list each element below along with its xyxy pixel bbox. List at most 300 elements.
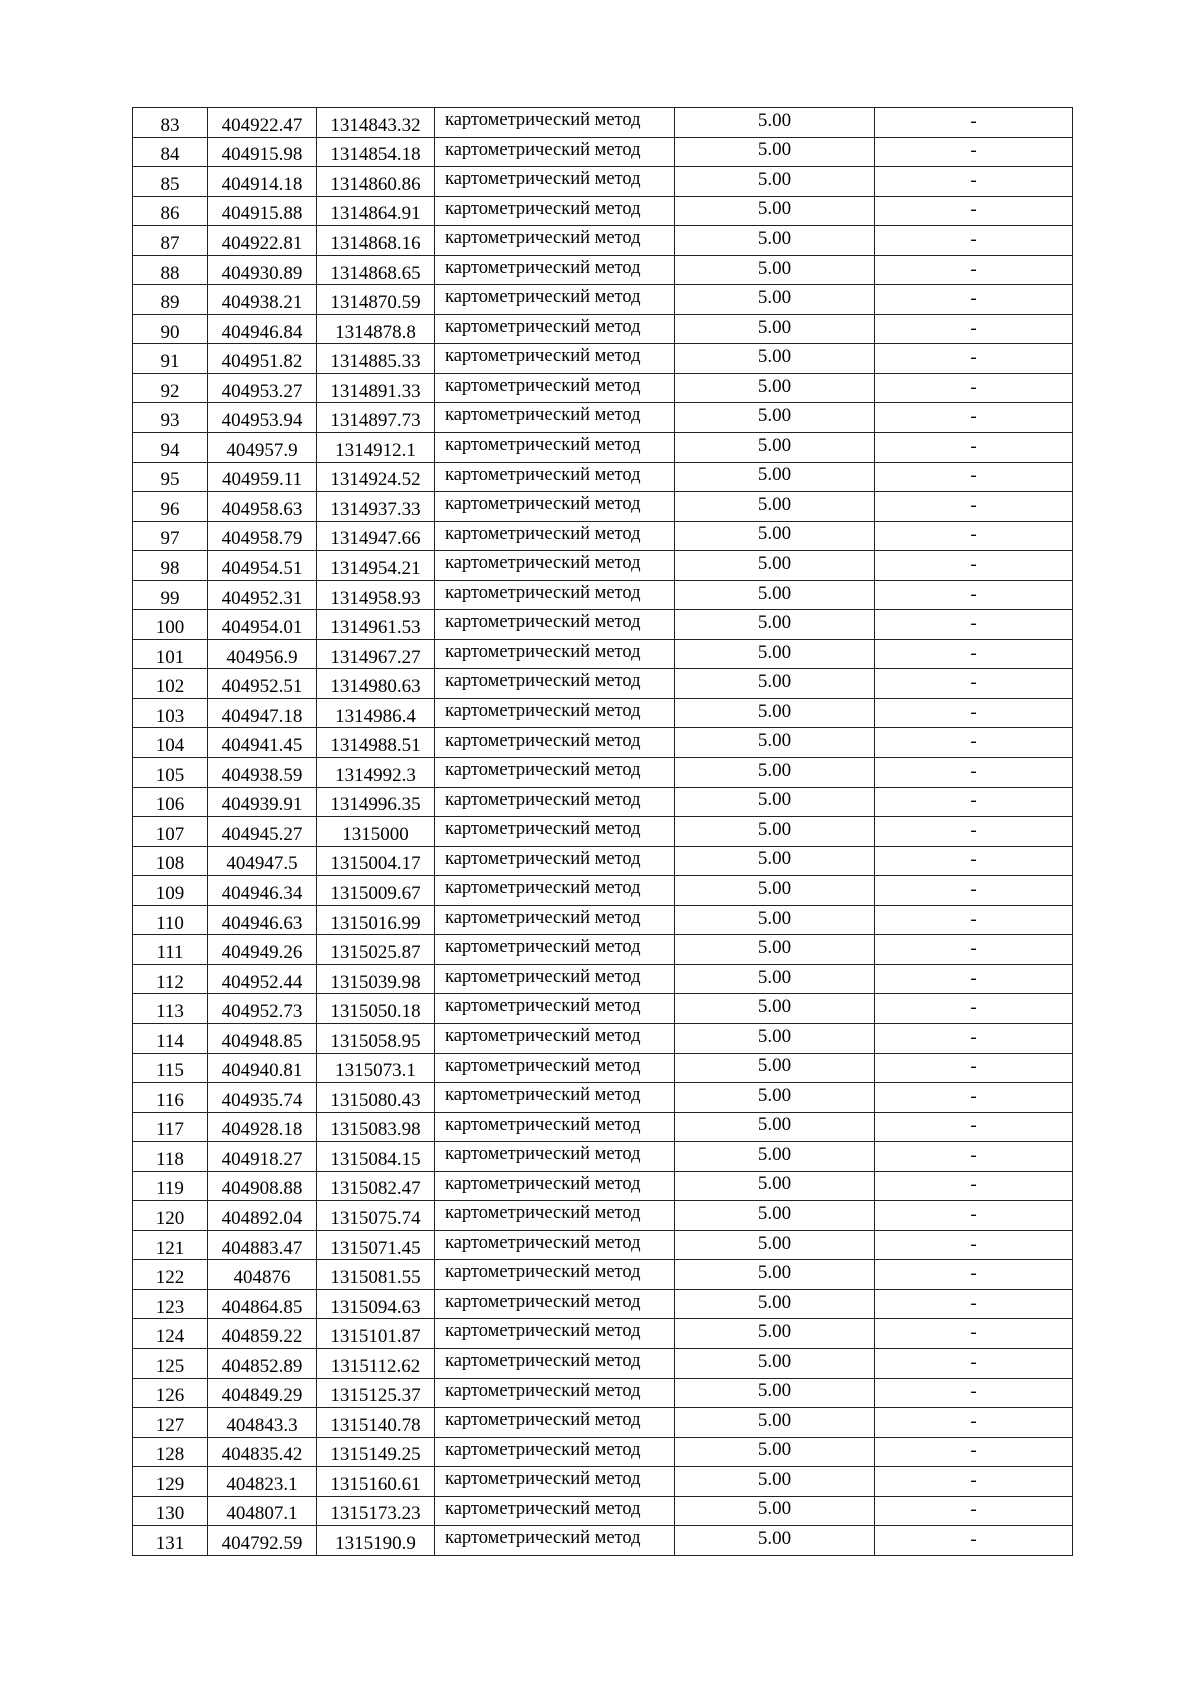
coordinate-y: 1315125.37 <box>317 1378 435 1408</box>
coordinate-y: 1314868.16 <box>317 226 435 256</box>
table-row <box>133 108 1073 138</box>
coordinate-y: 1315039.98 <box>317 964 435 994</box>
table-row <box>133 1496 1073 1526</box>
determination-method: картометрический метод <box>435 226 675 256</box>
point-number: 93 <box>133 403 208 433</box>
coordinate-y: 1314854.18 <box>317 137 435 167</box>
determination-method: картометрический метод <box>435 935 675 965</box>
coordinate-y: 1314986.4 <box>317 698 435 728</box>
point-number: 115 <box>133 1053 208 1083</box>
coordinate-y: 1315009.67 <box>317 876 435 906</box>
coordinate-x: 404928.18 <box>208 1112 317 1142</box>
accuracy-value: 5.00 <box>675 403 875 433</box>
coordinate-x: 404954.01 <box>208 610 317 640</box>
coordinate-y: 1315084.15 <box>317 1142 435 1172</box>
coordinate-x: 404823.1 <box>208 1467 317 1497</box>
coordinate-y: 1315025.87 <box>317 935 435 965</box>
coordinate-x: 404947.5 <box>208 846 317 876</box>
accuracy-value: 5.00 <box>675 226 875 256</box>
coordinate-y: 1315016.99 <box>317 905 435 935</box>
point-number: 91 <box>133 344 208 374</box>
note-cell: - <box>875 433 1073 463</box>
accuracy-value: 5.00 <box>675 1319 875 1349</box>
coordinate-y: 1314897.73 <box>317 403 435 433</box>
determination-method: картометрический метод <box>435 1348 675 1378</box>
coordinate-y: 1314924.52 <box>317 462 435 492</box>
table-row <box>133 344 1073 374</box>
table-row <box>133 196 1073 226</box>
coordinate-x: 404945.27 <box>208 817 317 847</box>
determination-method: картометрический метод <box>435 1496 675 1526</box>
point-number: 112 <box>133 964 208 994</box>
determination-method: картометрический метод <box>435 669 675 699</box>
table-row <box>133 1083 1073 1113</box>
coordinate-y: 1315073.1 <box>317 1053 435 1083</box>
determination-method: картометрический метод <box>435 905 675 935</box>
table-row <box>133 1319 1073 1349</box>
point-number: 86 <box>133 196 208 226</box>
determination-method: картометрический метод <box>435 1053 675 1083</box>
table-row <box>133 1230 1073 1260</box>
point-number: 87 <box>133 226 208 256</box>
accuracy-value: 5.00 <box>675 994 875 1024</box>
point-number: 113 <box>133 994 208 1024</box>
coordinate-y: 1314912.1 <box>317 433 435 463</box>
point-number: 101 <box>133 639 208 669</box>
table-row <box>133 521 1073 551</box>
note-cell: - <box>875 580 1073 610</box>
determination-method: картометрический метод <box>435 462 675 492</box>
point-number: 128 <box>133 1437 208 1467</box>
accuracy-value: 5.00 <box>675 1467 875 1497</box>
note-cell: - <box>875 167 1073 197</box>
point-number: 106 <box>133 787 208 817</box>
determination-method: картометрический метод <box>435 167 675 197</box>
coordinate-x: 404957.9 <box>208 433 317 463</box>
coordinate-y: 1315000 <box>317 817 435 847</box>
coordinate-y: 1314961.53 <box>317 610 435 640</box>
determination-method: картометрический метод <box>435 758 675 788</box>
table-row <box>133 492 1073 522</box>
accuracy-value: 5.00 <box>675 1260 875 1290</box>
accuracy-value: 5.00 <box>675 1112 875 1142</box>
accuracy-value: 5.00 <box>675 1023 875 1053</box>
note-cell: - <box>875 196 1073 226</box>
point-number: 126 <box>133 1378 208 1408</box>
coordinate-y: 1314891.33 <box>317 373 435 403</box>
accuracy-value: 5.00 <box>675 1408 875 1438</box>
coordinate-x: 404859.22 <box>208 1319 317 1349</box>
coordinate-x: 404947.18 <box>208 698 317 728</box>
coordinate-x: 404958.63 <box>208 492 317 522</box>
coordinate-x: 404952.44 <box>208 964 317 994</box>
accuracy-value: 5.00 <box>675 1083 875 1113</box>
table-row <box>133 1053 1073 1083</box>
note-cell: - <box>875 373 1073 403</box>
accuracy-value: 5.00 <box>675 935 875 965</box>
coordinate-y: 1315190.9 <box>317 1526 435 1556</box>
point-number: 107 <box>133 817 208 847</box>
accuracy-value: 5.00 <box>675 1437 875 1467</box>
determination-method: картометрический метод <box>435 521 675 551</box>
coordinate-y: 1314860.86 <box>317 167 435 197</box>
accuracy-value: 5.00 <box>675 167 875 197</box>
determination-method: картометрический метод <box>435 492 675 522</box>
note-cell: - <box>875 521 1073 551</box>
note-cell: - <box>875 964 1073 994</box>
coordinate-x: 404914.18 <box>208 167 317 197</box>
note-cell: - <box>875 1260 1073 1290</box>
coordinate-y: 1315004.17 <box>317 846 435 876</box>
coordinate-y: 1315058.95 <box>317 1023 435 1053</box>
note-cell: - <box>875 255 1073 285</box>
accuracy-value: 5.00 <box>675 876 875 906</box>
coordinate-y: 1314878.8 <box>317 314 435 344</box>
point-number: 99 <box>133 580 208 610</box>
point-number: 90 <box>133 314 208 344</box>
point-number: 114 <box>133 1023 208 1053</box>
coordinate-y: 1315083.98 <box>317 1112 435 1142</box>
point-number: 95 <box>133 462 208 492</box>
determination-method: картометрический метод <box>435 1378 675 1408</box>
coordinate-x: 404918.27 <box>208 1142 317 1172</box>
table-row <box>133 1142 1073 1172</box>
coordinate-x: 404849.29 <box>208 1378 317 1408</box>
point-number: 118 <box>133 1142 208 1172</box>
note-cell: - <box>875 108 1073 138</box>
point-number: 92 <box>133 373 208 403</box>
note-cell: - <box>875 1230 1073 1260</box>
accuracy-value: 5.00 <box>675 669 875 699</box>
accuracy-value: 5.00 <box>675 1142 875 1172</box>
determination-method: картометрический метод <box>435 1083 675 1113</box>
coordinate-y: 1314988.51 <box>317 728 435 758</box>
point-number: 120 <box>133 1201 208 1231</box>
determination-method: картометрический метод <box>435 817 675 847</box>
accuracy-value: 5.00 <box>675 698 875 728</box>
point-number: 119 <box>133 1171 208 1201</box>
coordinate-x: 404946.63 <box>208 905 317 935</box>
coordinate-x: 404892.04 <box>208 1201 317 1231</box>
coordinate-y: 1315140.78 <box>317 1408 435 1438</box>
point-number: 100 <box>133 610 208 640</box>
coordinate-y: 1314947.66 <box>317 521 435 551</box>
coordinate-x: 404938.59 <box>208 758 317 788</box>
coordinate-x: 404792.59 <box>208 1526 317 1556</box>
table-row <box>133 167 1073 197</box>
table-row <box>133 1378 1073 1408</box>
accuracy-value: 5.00 <box>675 285 875 315</box>
accuracy-value: 5.00 <box>675 108 875 138</box>
note-cell: - <box>875 1378 1073 1408</box>
coordinate-x: 404956.9 <box>208 639 317 669</box>
table-row <box>133 935 1073 965</box>
determination-method: картометрический метод <box>435 1260 675 1290</box>
table-row <box>133 1408 1073 1438</box>
coordinate-x: 404941.45 <box>208 728 317 758</box>
point-number: 108 <box>133 846 208 876</box>
point-number: 121 <box>133 1230 208 1260</box>
point-number: 124 <box>133 1319 208 1349</box>
determination-method: картометрический метод <box>435 846 675 876</box>
point-number: 109 <box>133 876 208 906</box>
note-cell: - <box>875 1171 1073 1201</box>
accuracy-value: 5.00 <box>675 580 875 610</box>
accuracy-value: 5.00 <box>675 964 875 994</box>
coordinate-x: 404951.82 <box>208 344 317 374</box>
note-cell: - <box>875 1319 1073 1349</box>
determination-method: картометрический метод <box>435 1142 675 1172</box>
coordinate-y: 1314868.65 <box>317 255 435 285</box>
point-number: 117 <box>133 1112 208 1142</box>
coordinate-x: 404922.81 <box>208 226 317 256</box>
accuracy-value: 5.00 <box>675 255 875 285</box>
determination-method: картометрический метод <box>435 196 675 226</box>
note-cell: - <box>875 462 1073 492</box>
table-row <box>133 137 1073 167</box>
coordinate-y: 1314958.93 <box>317 580 435 610</box>
table-row <box>133 905 1073 935</box>
note-cell: - <box>875 137 1073 167</box>
accuracy-value: 5.00 <box>675 905 875 935</box>
point-number: 111 <box>133 935 208 965</box>
coordinate-y: 1314885.33 <box>317 344 435 374</box>
coordinate-x: 404938.21 <box>208 285 317 315</box>
coordinate-x: 404952.31 <box>208 580 317 610</box>
table-row <box>133 1348 1073 1378</box>
coordinate-x: 404864.85 <box>208 1289 317 1319</box>
determination-method: картометрический метод <box>435 1230 675 1260</box>
table-row <box>133 433 1073 463</box>
table-row <box>133 462 1073 492</box>
coordinates-table-body <box>133 108 1073 1556</box>
determination-method: картометрический метод <box>435 1112 675 1142</box>
coordinate-y: 1314954.21 <box>317 551 435 581</box>
determination-method: картометрический метод <box>435 639 675 669</box>
table-row <box>133 728 1073 758</box>
accuracy-value: 5.00 <box>675 373 875 403</box>
coordinate-y: 1314992.3 <box>317 758 435 788</box>
point-number: 97 <box>133 521 208 551</box>
accuracy-value: 5.00 <box>675 728 875 758</box>
accuracy-value: 5.00 <box>675 196 875 226</box>
note-cell: - <box>875 1526 1073 1556</box>
table-row <box>133 1023 1073 1053</box>
coordinate-y: 1314996.35 <box>317 787 435 817</box>
determination-method: картометрический метод <box>435 580 675 610</box>
table-row <box>133 669 1073 699</box>
coordinate-x: 404940.81 <box>208 1053 317 1083</box>
note-cell: - <box>875 1023 1073 1053</box>
coordinate-x: 404946.34 <box>208 876 317 906</box>
determination-method: картометрический метод <box>435 1319 675 1349</box>
determination-method: картометрический метод <box>435 373 675 403</box>
determination-method: картометрический метод <box>435 1526 675 1556</box>
note-cell: - <box>875 1083 1073 1113</box>
coordinate-y: 1315149.25 <box>317 1437 435 1467</box>
note-cell: - <box>875 1467 1073 1497</box>
coordinate-y: 1315160.61 <box>317 1467 435 1497</box>
determination-method: картометрический метод <box>435 1408 675 1438</box>
accuracy-value: 5.00 <box>675 1053 875 1083</box>
accuracy-value: 5.00 <box>675 1348 875 1378</box>
accuracy-value: 5.00 <box>675 1496 875 1526</box>
note-cell: - <box>875 758 1073 788</box>
coordinate-x: 404952.73 <box>208 994 317 1024</box>
point-number: 105 <box>133 758 208 788</box>
coordinate-y: 1315081.55 <box>317 1260 435 1290</box>
coordinate-y: 1315094.63 <box>317 1289 435 1319</box>
coordinate-x: 404922.47 <box>208 108 317 138</box>
coordinate-x: 404935.74 <box>208 1083 317 1113</box>
point-number: 130 <box>133 1496 208 1526</box>
coordinate-x: 404908.88 <box>208 1171 317 1201</box>
note-cell: - <box>875 403 1073 433</box>
determination-method: картометрический метод <box>435 285 675 315</box>
note-cell: - <box>875 492 1073 522</box>
point-number: 127 <box>133 1408 208 1438</box>
point-number: 131 <box>133 1526 208 1556</box>
point-number: 89 <box>133 285 208 315</box>
coordinate-y: 1314843.32 <box>317 108 435 138</box>
table-row <box>133 1171 1073 1201</box>
note-cell: - <box>875 787 1073 817</box>
note-cell: - <box>875 1112 1073 1142</box>
note-cell: - <box>875 817 1073 847</box>
coordinate-x: 404953.94 <box>208 403 317 433</box>
determination-method: картометрический метод <box>435 433 675 463</box>
determination-method: картометрический метод <box>435 1289 675 1319</box>
accuracy-value: 5.00 <box>675 521 875 551</box>
coordinate-y: 1315050.18 <box>317 994 435 1024</box>
table-row <box>133 1112 1073 1142</box>
determination-method: картометрический метод <box>435 314 675 344</box>
accuracy-value: 5.00 <box>675 1201 875 1231</box>
table-row <box>133 1437 1073 1467</box>
note-cell: - <box>875 1496 1073 1526</box>
coordinate-y: 1315173.23 <box>317 1496 435 1526</box>
point-number: 85 <box>133 167 208 197</box>
note-cell: - <box>875 610 1073 640</box>
table-row <box>133 580 1073 610</box>
determination-method: картометрический метод <box>435 876 675 906</box>
determination-method: картометрический метод <box>435 137 675 167</box>
coordinate-y: 1315112.62 <box>317 1348 435 1378</box>
note-cell: - <box>875 876 1073 906</box>
table-row <box>133 255 1073 285</box>
table-row <box>133 994 1073 1024</box>
coordinate-x: 404883.47 <box>208 1230 317 1260</box>
point-number: 94 <box>133 433 208 463</box>
table-row <box>133 373 1073 403</box>
coordinate-y: 1315075.74 <box>317 1201 435 1231</box>
point-number: 122 <box>133 1260 208 1290</box>
point-number: 125 <box>133 1348 208 1378</box>
coordinate-y: 1314864.91 <box>317 196 435 226</box>
table-row <box>133 698 1073 728</box>
note-cell: - <box>875 1053 1073 1083</box>
accuracy-value: 5.00 <box>675 433 875 463</box>
point-number: 84 <box>133 137 208 167</box>
table-row <box>133 846 1073 876</box>
accuracy-value: 5.00 <box>675 551 875 581</box>
accuracy-value: 5.00 <box>675 1230 875 1260</box>
determination-method: картометрический метод <box>435 1467 675 1497</box>
coordinate-x: 404835.42 <box>208 1437 317 1467</box>
coordinate-x: 404959.11 <box>208 462 317 492</box>
determination-method: картометрический метод <box>435 1437 675 1467</box>
accuracy-value: 5.00 <box>675 492 875 522</box>
note-cell: - <box>875 344 1073 374</box>
point-number: 102 <box>133 669 208 699</box>
note-cell: - <box>875 1348 1073 1378</box>
table-row <box>133 551 1073 581</box>
accuracy-value: 5.00 <box>675 610 875 640</box>
coordinate-y: 1315080.43 <box>317 1083 435 1113</box>
coordinate-y: 1315101.87 <box>317 1319 435 1349</box>
accuracy-value: 5.00 <box>675 787 875 817</box>
coordinate-y: 1315071.45 <box>317 1230 435 1260</box>
accuracy-value: 5.00 <box>675 462 875 492</box>
note-cell: - <box>875 669 1073 699</box>
note-cell: - <box>875 1408 1073 1438</box>
table-row <box>133 226 1073 256</box>
note-cell: - <box>875 314 1073 344</box>
coordinate-x: 404930.89 <box>208 255 317 285</box>
determination-method: картометрический метод <box>435 787 675 817</box>
point-number: 83 <box>133 108 208 138</box>
note-cell: - <box>875 551 1073 581</box>
note-cell: - <box>875 728 1073 758</box>
point-number: 88 <box>133 255 208 285</box>
accuracy-value: 5.00 <box>675 344 875 374</box>
point-number: 96 <box>133 492 208 522</box>
accuracy-value: 5.00 <box>675 846 875 876</box>
determination-method: картометрический метод <box>435 1023 675 1053</box>
table-row <box>133 787 1073 817</box>
coordinate-y: 1314967.27 <box>317 639 435 669</box>
table-row <box>133 1526 1073 1556</box>
determination-method: картометрический метод <box>435 344 675 374</box>
determination-method: картометрический метод <box>435 1171 675 1201</box>
coordinate-x: 404876 <box>208 1260 317 1290</box>
point-number: 123 <box>133 1289 208 1319</box>
table-row <box>133 1201 1073 1231</box>
note-cell: - <box>875 698 1073 728</box>
accuracy-value: 5.00 <box>675 758 875 788</box>
coordinate-x: 404954.51 <box>208 551 317 581</box>
accuracy-value: 5.00 <box>675 1171 875 1201</box>
coordinate-x: 404939.91 <box>208 787 317 817</box>
coordinate-y: 1314937.33 <box>317 492 435 522</box>
point-number: 110 <box>133 905 208 935</box>
note-cell: - <box>875 1289 1073 1319</box>
determination-method: картометрический метод <box>435 255 675 285</box>
note-cell: - <box>875 935 1073 965</box>
determination-method: картометрический метод <box>435 698 675 728</box>
note-cell: - <box>875 1437 1073 1467</box>
note-cell: - <box>875 1142 1073 1172</box>
coordinate-x: 404915.98 <box>208 137 317 167</box>
coordinate-x: 404949.26 <box>208 935 317 965</box>
determination-method: картометрический метод <box>435 108 675 138</box>
coordinate-x: 404952.51 <box>208 669 317 699</box>
note-cell: - <box>875 1201 1073 1231</box>
coordinate-y: 1315082.47 <box>317 1171 435 1201</box>
table-row <box>133 639 1073 669</box>
table-row <box>133 314 1073 344</box>
determination-method: картометрический метод <box>435 964 675 994</box>
